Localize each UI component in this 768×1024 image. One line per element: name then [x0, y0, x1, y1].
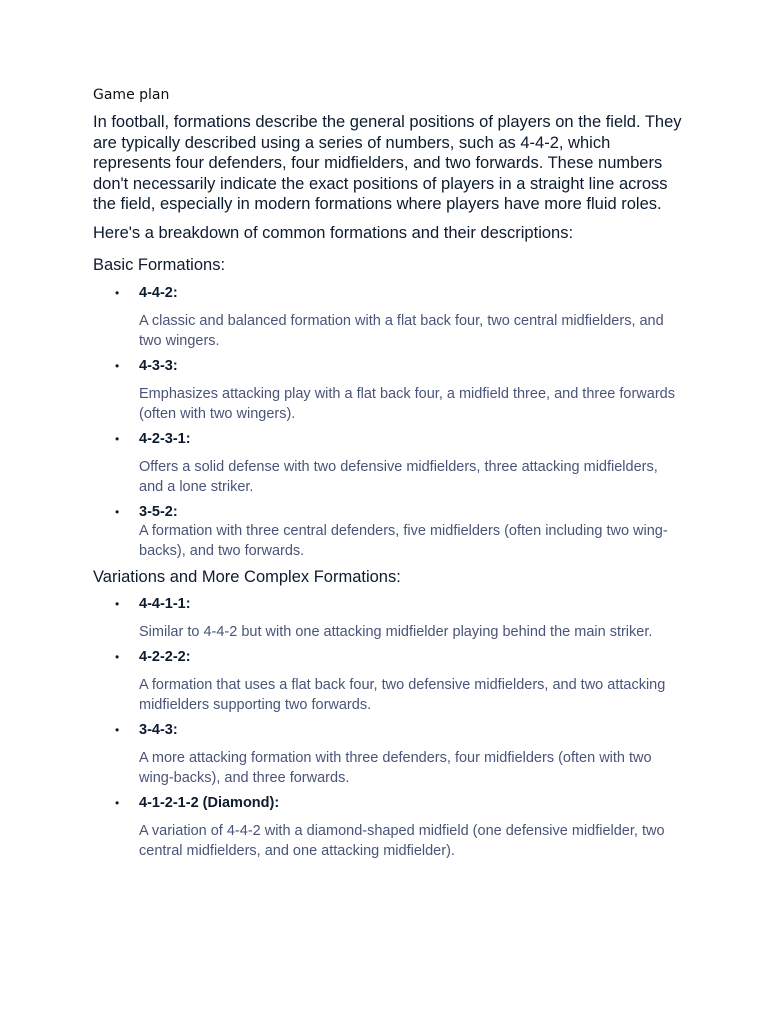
formation-name: 3-4-3: [139, 722, 178, 738]
bullet-icon: • [115, 650, 120, 664]
formation-list-basic [93, 284, 683, 561]
formation-name: 4-2-2-2: [139, 649, 191, 665]
list-item [93, 721, 683, 788]
bullet-icon: • [115, 504, 120, 519]
formation-description: Offers a solid defense with two defensive midfielders, three attacking midfielders, and a lone striker. [139, 458, 658, 495]
bullet-icon: • [115, 431, 120, 446]
list-item [93, 284, 683, 351]
bullet-icon: • [115, 597, 120, 611]
document-page [93, 86, 683, 867]
bullet-icon: • [115, 358, 120, 373]
document-title: Game plan [93, 87, 170, 103]
lead-paragraph: Here's a breakdown of common formations and their descriptions: [93, 223, 574, 242]
list-item [93, 648, 683, 715]
list-item [93, 430, 683, 497]
formation-description: A classic and balanced formation with a flat back four, two central midfielders, and two wingers. [139, 312, 664, 349]
formation-description: A variation of 4-4-2 with a diamond-shaped midfield (one defensive midfielder, two central midfielders, and one attacking midfielder). [139, 823, 665, 859]
formation-name: 4-4-1-1: [139, 596, 191, 612]
formation-list-variations [93, 595, 683, 861]
formation-name: 4-2-3-1: [139, 430, 191, 447]
list-item [93, 357, 683, 424]
formation-name: 4-4-2: [139, 284, 178, 301]
section-heading-basic: Basic Formations: [93, 256, 226, 274]
list-item [93, 503, 683, 561]
list-item [93, 794, 683, 861]
bullet-icon: • [115, 723, 120, 737]
formation-description: Similar to 4-4-2 but with one attacking midfielder playing behind the main striker. [139, 624, 653, 640]
list-item [93, 595, 683, 642]
section-heading-variations: Variations and More Complex Formations: [93, 567, 401, 586]
formation-name: 3-5-2: [139, 503, 178, 520]
formation-description: A more attacking formation with three defenders, four midfielders (often with two wing-backs), and three forwards. [139, 750, 652, 786]
formation-description: Emphasizes attacking play with a flat back four, a midfield three, and three forwards (often with two wingers). [139, 385, 675, 422]
bullet-icon: • [115, 285, 120, 300]
formation-name: 4-1-2-1-2 (Diamond): [139, 795, 280, 811]
formation-description: A formation that uses a flat back four, two defensive midfielders, and two attacking midfielders supporting two forwards. [139, 677, 666, 713]
formation-name: 4-3-3: [139, 357, 178, 374]
bullet-icon: • [115, 796, 120, 810]
formation-description: A formation with three central defenders, five midfielders (often including two wing-backs), and two forwards. [139, 522, 668, 559]
intro-paragraph: In football, formations describe the general positions of players on the field. They are typically described using a series of numbers, such as 4-4-2, which represents four defenders, four midfielders, and two forwards. These numbers don't necessarily indicate the exact positions of players in a straight line across the field, especially in modern formations where players have more fluid roles. [93, 113, 682, 213]
